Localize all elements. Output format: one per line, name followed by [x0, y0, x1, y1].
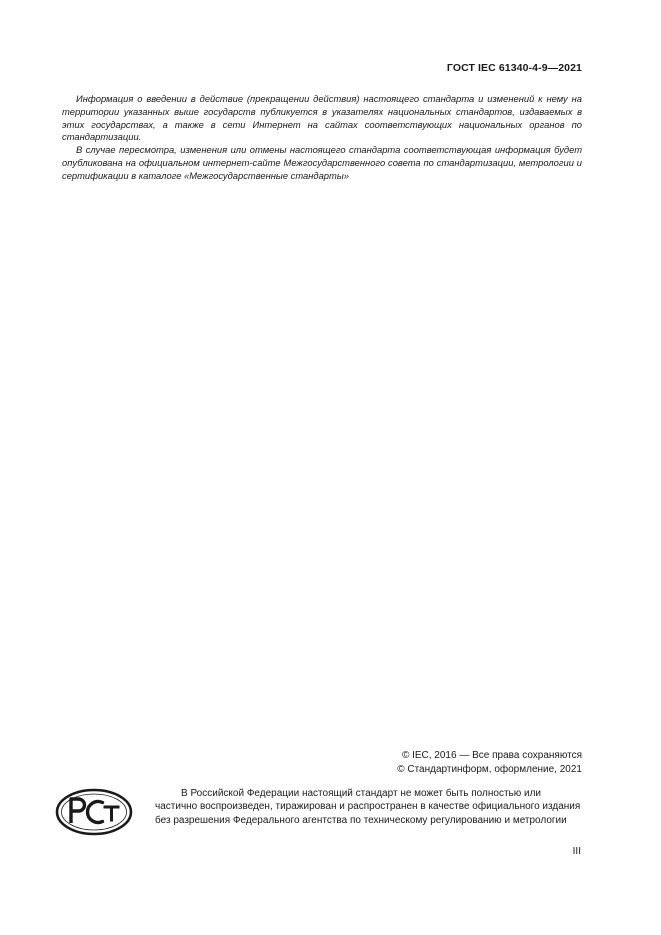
reproduction-rights-notice: В Российской Федерации настоящий стандарт не может быть полностью или частично воспроизведен, тиражирован и распространен в качестве официального издания без разрешения Федерального агентства по техническому регулированию и метрологии	[155, 788, 581, 826]
notice-paragraph-2: В случае пересмотра, изменения или отмены настоящего стандарта соответствующая информация будет опубликована на официальном интернет-сайте Межгосударственного совета по стандартизации, метрологии и сертификации в каталоге «Межгосударственные стандарты»	[62, 144, 582, 181]
copyright-standartinform: © Стандартинформ, оформление, 2021	[397, 764, 582, 775]
copyright-block	[397, 749, 582, 777]
implementation-notice	[62, 93, 582, 183]
rst-certification-mark-icon	[54, 787, 134, 837]
copyright-iec: © IEC, 2016 — Все права сохраняются	[401, 750, 582, 761]
notice-paragraph-1: Информация о введении в действие (прекращении действия) настоящего стандарта и изменений к нему на территории указанных выше государств публикуется в указателях национальных стандартов, издаваемых в этих государствах, а также в сети Интернет на сайтах соответствующих национальных органов по стандартизации.	[62, 93, 582, 143]
document-code-header: ГОСТ IEC 61340-4-9—2021	[446, 62, 582, 74]
page-number: III	[572, 846, 581, 857]
